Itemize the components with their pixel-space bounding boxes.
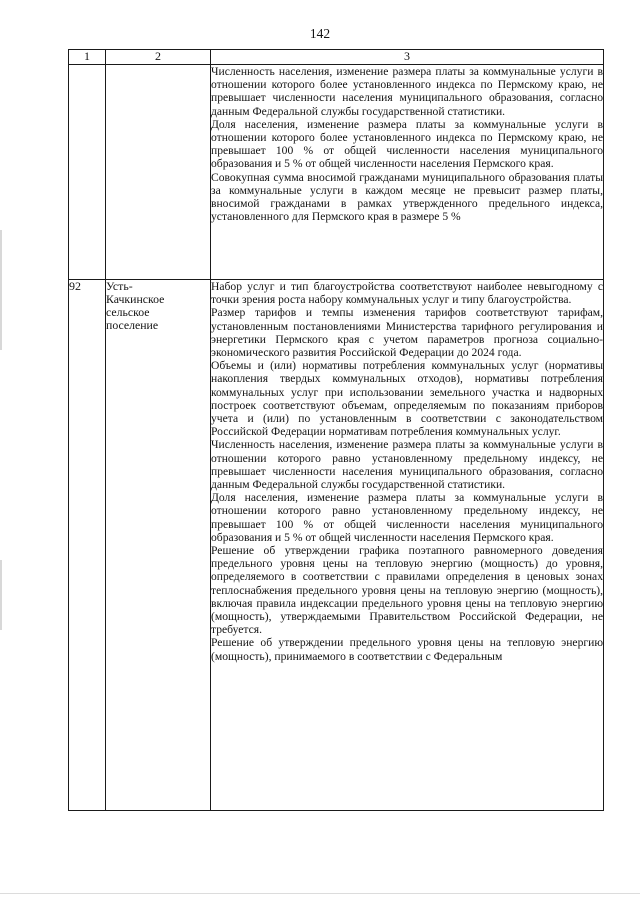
condition-paragraph: Численность населения, изменение размера платы за коммунальные услуги в отношении которого равно установленному предельному индексу, не превышает численности населения муниципального образования, согласно данным Федеральной службы государственной статистики. xyxy=(211,438,603,492)
table-row xyxy=(69,280,604,811)
indicators-table xyxy=(68,49,604,811)
municipality-name-line: сельское xyxy=(106,305,150,319)
column-header-1: 1 xyxy=(69,50,106,65)
condition-paragraph: Доля населения, изменение размера платы за коммунальные услуги в отношении которого более установленного индекса по Пермскому краю, не превышает 100 % от общей численности населения муниципального образования и 5 % от общей численности населения Пермского края. xyxy=(211,117,603,171)
condition-paragraph: Численность населения, изменение размера платы за коммунальные услуги в отношении которого более установленного индекса по Пермскому краю, не превышает численности населения муниципального образования, согласно данным Федеральной службы государственной статистики. xyxy=(211,65,603,118)
municipality-name xyxy=(106,280,211,811)
condition-paragraph: Объемы и (или) нормативы потребления коммунальных услуг (нормативы накопления твердых коммунальных отходов), нормативы потребления коммунальных услуг при использовании земельного участка и надворных построек соответствуют объемам, определяемым по показаниям приборов учета и (или) по установленным в соответствии с законодательством Российской Федерации нормативам потребления коммунальных услуг. xyxy=(211,359,603,439)
condition-paragraph: Размер тарифов и темпы изменения тарифов соответствуют тарифам, установленным постановлениями Министерства тарифного регулирования и энергетики Пермского края с учетом параметров прогноза социально-экономического развития Российской Федерации до 2024 года. xyxy=(211,306,603,360)
condition-paragraph: Решение об утверждении предельного уровня цены на тепловую энергию (мощность), принимаемого в соответствии с Федеральным xyxy=(211,636,603,663)
table-row xyxy=(69,65,604,280)
conditions-cell xyxy=(211,65,604,280)
condition-paragraph: Совокупная сумма вносимой гражданами муниципального образования платы за коммунальные услуги в каждом месяце не превысит размер платы, вносимой гражданами в рамках утвержденного предельного индекса, установленного для Пермского края в размере 5 % xyxy=(211,170,603,224)
page-number: 142 xyxy=(309,26,331,41)
condition-paragraph: Набор услуг и тип благоустройства соответствуют наиболее невыгодному с точки зрения роста набору коммунальных услуг и типу благоустройства. xyxy=(211,280,603,307)
table-header-row xyxy=(69,50,604,65)
column-header-2: 2 xyxy=(106,50,211,65)
conditions-cell xyxy=(211,280,604,811)
municipality-name xyxy=(106,65,211,280)
scan-edge-mark xyxy=(0,230,2,350)
row-number xyxy=(69,65,106,280)
municipality-name-line: поселение xyxy=(106,318,159,332)
condition-paragraph: Решение об утверждении графика поэтапного равномерного доведения предельного уровня цены на тепловую энергию (мощность) до уровня, определяемого в соответствии с правилами определения в ценовых зонах теплоснабжения предельного уровня цены на тепловую энергию (мощность), включая правила индексации предельного уровня цены на тепловую энергию (мощность), утверждаемыми Правительством Российской Федерации, не требуется. xyxy=(211,544,603,637)
scan-bottom-line xyxy=(0,893,640,894)
municipality-name-line: Качкинское xyxy=(106,292,165,306)
column-header-3: 3 xyxy=(211,50,604,65)
row-number: 92 xyxy=(69,280,106,811)
scan-edge-mark xyxy=(0,560,2,630)
municipality-name-line: Усть- xyxy=(106,279,133,293)
condition-paragraph: Доля населения, изменение размера платы за коммунальные услуги в отношении которого равно установленному предельному индексу, не превышает 100 % от общей численности населения муниципального образования и 5 % от общей численности населения Пермского края. xyxy=(211,491,603,544)
